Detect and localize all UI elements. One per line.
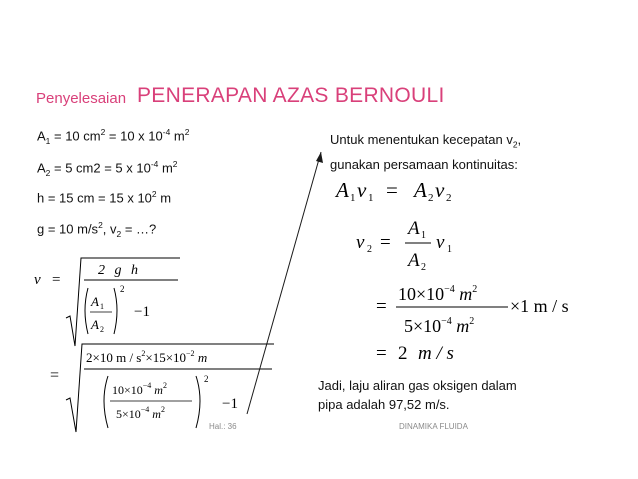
svg-text:=: = — [376, 296, 387, 317]
svg-text:2: 2 — [446, 192, 452, 204]
svg-text:A: A — [91, 294, 99, 309]
svg-text:5×10−4 m2: $5\times 10^{-4}$ $m^2$ — [116, 405, 165, 421]
formula-continuity — [332, 172, 482, 208]
svg-text:2: 2 — [398, 343, 408, 364]
svg-text:A: A — [408, 250, 420, 271]
svg-text:1: 1 — [100, 302, 104, 311]
svg-text:v: v — [357, 178, 367, 202]
conclusion-line1: Jadi, laju aliran gas oksigen dalam — [318, 378, 517, 393]
svg-text:×1 m / s: ×1 m / s — [510, 296, 569, 316]
svg-text:1: 1 — [350, 192, 356, 204]
footer-page-number: Hal.: 36 — [209, 422, 237, 431]
svg-text:10×10−4 m2: $10\times 10^{-4}$ $m^2$ — [398, 284, 478, 304]
svg-text:10×10−4 m2: $10\times 10^{-4}$ $m^2$ — [112, 381, 167, 397]
conclusion-line2: pipa adalah 97,52 m/s. — [318, 397, 450, 412]
slide-subtitle: Penyelesaian — [36, 90, 127, 107]
svg-text:1: 1 — [447, 244, 452, 255]
svg-text:1: 1 — [421, 230, 426, 241]
svg-text:5×10−4 m2: $5\times 10^{-4}$ $m^2$ — [404, 316, 475, 336]
given-a1: $A_1 = 10$ $cm^2 = 10$ x $10^{-4}$ $m^2$ — [37, 127, 190, 146]
svg-text:=: = — [50, 367, 60, 384]
svg-text:=: = — [376, 343, 387, 364]
svg-text:A: A — [414, 178, 427, 202]
given-a2: $A_2 = 5$ cm2 = 5 x $10^{-4}$ $m^2$ — [37, 159, 178, 178]
svg-text:=: = — [386, 178, 398, 202]
formula-substitution-v2 — [374, 276, 620, 342]
svg-text:2: 2 — [428, 192, 434, 204]
svg-text:v: v — [34, 272, 41, 288]
svg-text:A: A — [91, 317, 99, 332]
formula-v2 — [352, 212, 472, 274]
svg-text:2: 2 — [421, 262, 426, 273]
conclusion-text — [318, 376, 517, 414]
slide-title: PENERAPAN AZAS BERNOULI — [137, 84, 445, 107]
svg-text:2: 2 — [100, 325, 104, 334]
svg-text:v: v — [436, 232, 445, 253]
svg-text:−1: −1 — [222, 396, 238, 412]
svg-text:=: = — [380, 232, 391, 253]
svg-text:v: v — [435, 178, 445, 202]
svg-text:v: v — [356, 232, 365, 253]
svg-text:2: 2 — [367, 244, 372, 255]
footer-topic: DINAMIKA FLUIDA — [399, 422, 468, 431]
continuity-intro-line1: Untuk menentukan kecepatan $v_2$, — [330, 132, 522, 150]
svg-text:2: 2 — [204, 374, 209, 384]
given-h: h = 15 cm = 15 x $10^2$ m — [37, 189, 172, 206]
svg-text:2: 2 — [120, 284, 125, 294]
svg-text:A: A — [408, 218, 420, 239]
continuity-intro-line2: gunakan persamaan kontinuitas: — [330, 156, 518, 172]
formula-result — [374, 338, 494, 366]
svg-text:A: A — [336, 178, 349, 202]
svg-text:2×10 m / s2×15×10−2 m: 2×10 $m / s^2\times 15\times 10^{-2}$ m — [86, 349, 208, 365]
svg-text:=: = — [52, 272, 61, 288]
continuity-intro — [330, 130, 521, 174]
svg-text:1: 1 — [368, 192, 374, 204]
given-g: g = 10 $m/s^2$, $v_2$ = …? — [37, 220, 157, 239]
svg-text:m / s: m / s — [418, 343, 454, 364]
svg-text:2 g h: 2 g h — [98, 263, 141, 278]
svg-text:−1: −1 — [134, 304, 150, 320]
